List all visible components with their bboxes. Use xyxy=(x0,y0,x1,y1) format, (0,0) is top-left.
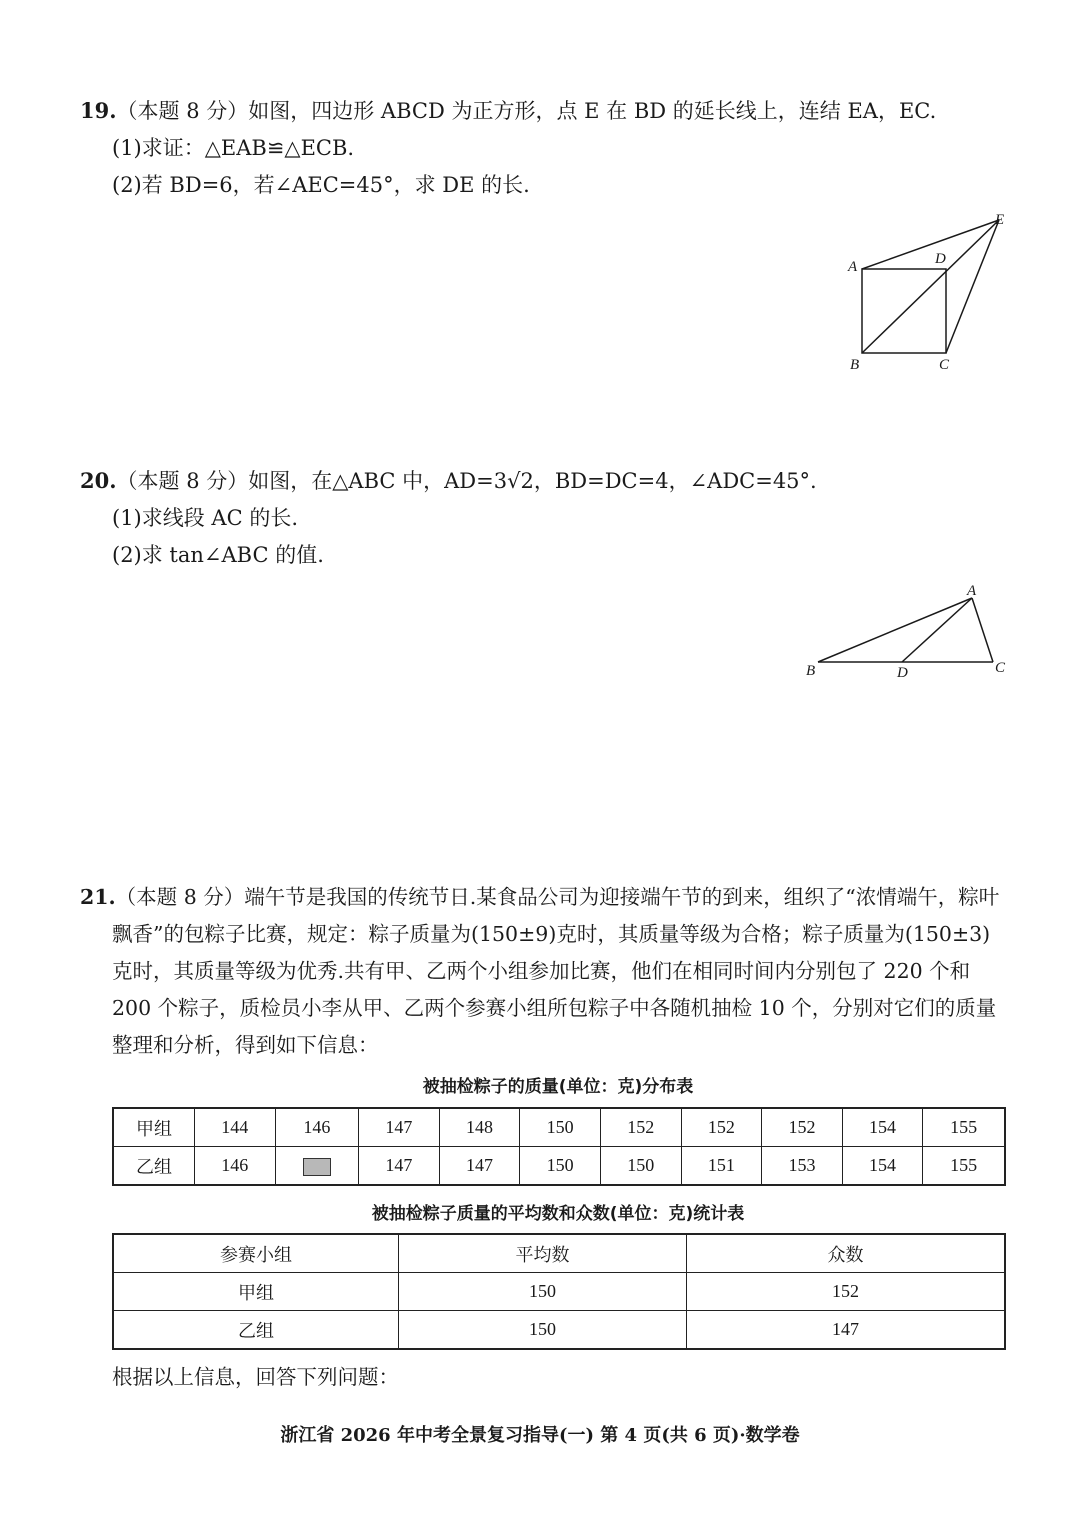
sub-question-1: (1)求证：△EAB≌△ECB. xyxy=(112,136,355,160)
label-b: B xyxy=(806,663,816,679)
table2-caption: 被抽检粽子质量的平均数和众数(单位：克)统计表 xyxy=(371,1204,745,1224)
closing-line: 根据以上信息，回答下列问题： xyxy=(112,1365,399,1389)
obscured-value-box xyxy=(303,1158,331,1176)
question-stem: （本题 8 分）如图，在△ABC 中，AD=3√2，BD=DC=4，∠ADC=45°. xyxy=(116,469,817,493)
table-cell: 甲组 xyxy=(113,1273,399,1311)
table-header: 参赛小组 xyxy=(113,1234,399,1273)
question-line-4: 200 个粽子，质检员小李从甲、乙两个参赛小组所包粽子中各随机抽检 10 个，分别对它们的质量 xyxy=(112,996,997,1020)
question-line-3: 克时，其质量等级为优秀.共有甲、乙两个小组参加比赛，他们在相同时间内分别包了 220 个和 xyxy=(112,959,971,983)
table-cell: 152 xyxy=(681,1108,762,1147)
question-line-1: （本题 8 分）端午节是我国的传统节日.某食品公司为迎接端午节的到来，组织了“浓情端午，粽叶 xyxy=(115,885,1000,909)
table-row xyxy=(113,1273,1005,1311)
table-row xyxy=(113,1311,1005,1350)
table-cell: 154 xyxy=(842,1147,923,1186)
figure-square-abcd xyxy=(835,205,1025,380)
sub-question-2: (2)求 tan∠ABC 的值. xyxy=(112,543,324,567)
table-cell: 147 xyxy=(359,1147,440,1186)
table-cell: 150 xyxy=(399,1273,687,1311)
row-label: 甲组 xyxy=(113,1108,195,1147)
table-cell: 155 xyxy=(923,1147,1005,1186)
table-cell: 153 xyxy=(762,1147,843,1186)
distribution-table xyxy=(112,1107,1006,1186)
table-cell: 147 xyxy=(439,1147,520,1186)
table-cell: 152 xyxy=(600,1108,681,1147)
label-e: E xyxy=(995,212,1005,228)
table-header-row xyxy=(113,1234,1005,1273)
label-b: B xyxy=(850,357,860,373)
table-cell: 乙组 xyxy=(113,1311,399,1350)
table-cell: 152 xyxy=(762,1108,843,1147)
label-c: C xyxy=(995,660,1006,676)
sub-question-2: (2)若 BD=6，若∠AEC=45°，求 DE 的长. xyxy=(112,173,530,197)
table-row xyxy=(113,1108,1005,1147)
table-cell: 147 xyxy=(359,1108,440,1147)
table-cell: 152 xyxy=(687,1273,1006,1311)
question-line-5: 整理和分析，得到如下信息： xyxy=(112,1033,379,1057)
table1-caption: 被抽检粽子的质量(单位：克)分布表 xyxy=(422,1077,694,1097)
row-label: 乙组 xyxy=(113,1147,195,1186)
label-a: A xyxy=(848,259,858,275)
table-cell: 146 xyxy=(275,1108,358,1147)
label-a: A xyxy=(967,583,977,599)
table-cell: 150 xyxy=(520,1108,601,1147)
label-c: C xyxy=(939,357,950,373)
question-number: 19. xyxy=(80,98,117,123)
table-cell: 154 xyxy=(842,1108,923,1147)
question-stem: （本题 8 分）如图，四边形 ABCD 为正方形，点 E 在 BD 的延长线上，连结 EA，EC. xyxy=(116,99,937,123)
figure-triangle-abc xyxy=(800,580,1015,680)
table-cell: 150 xyxy=(520,1147,601,1186)
table-cell: 155 xyxy=(923,1108,1005,1147)
page-footer: 浙江省 2026 年中考全景复习指导(一) 第 4 页(共 6 页)·数学卷 xyxy=(280,1425,800,1446)
table-header: 众数 xyxy=(687,1234,1006,1273)
table-cell: 150 xyxy=(600,1147,681,1186)
question-21 xyxy=(80,879,1010,1064)
table-cell: 151 xyxy=(681,1147,762,1186)
question-line-2: 飘香”的包粽子比赛，规定：粽子质量为(150±9)克时，其质量等级为合格；粽子质量为(150±3) xyxy=(112,922,991,946)
statistics-table xyxy=(112,1233,1006,1350)
table-cell: 147 xyxy=(687,1311,1006,1350)
sub-question-1: (1)求线段 AC 的长. xyxy=(112,506,299,530)
table-cell: 150 xyxy=(399,1311,687,1350)
table-cell: 146 xyxy=(195,1147,276,1186)
table-header: 平均数 xyxy=(399,1234,687,1273)
question-19 xyxy=(80,92,1010,204)
table-cell-obscured xyxy=(275,1147,358,1186)
label-d: D xyxy=(935,251,946,267)
question-number: 20. xyxy=(80,468,117,493)
question-20 xyxy=(80,462,1010,574)
table-cell: 148 xyxy=(439,1108,520,1147)
table-row xyxy=(113,1147,1005,1186)
label-d: D xyxy=(897,665,908,680)
question-number: 21. xyxy=(80,885,116,909)
table-cell: 144 xyxy=(195,1108,276,1147)
